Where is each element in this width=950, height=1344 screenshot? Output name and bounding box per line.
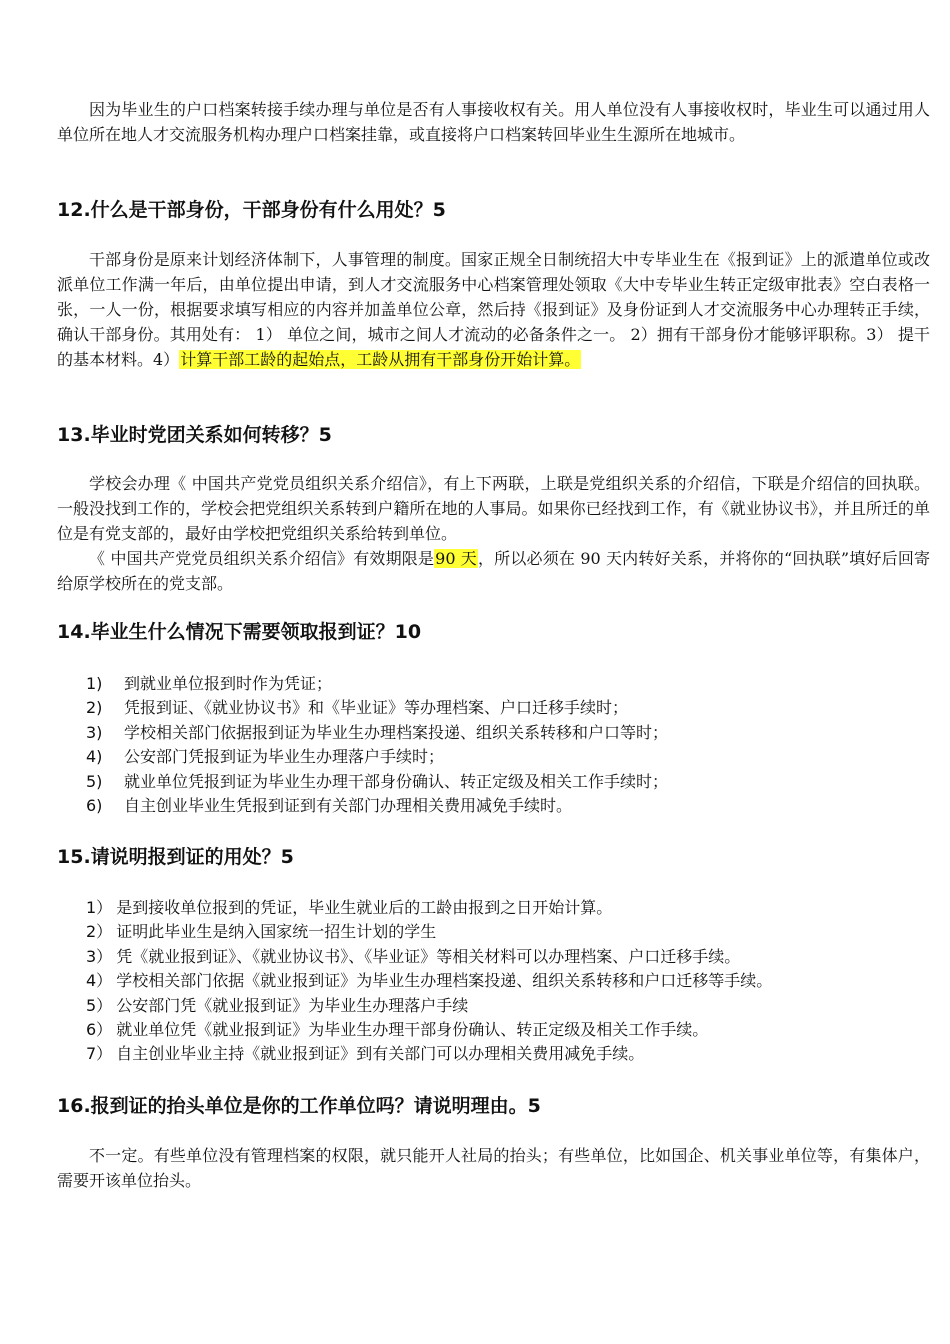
q12-highlight: 计算干部工龄的起始点，工龄从拥有干部身份开始计算。	[180, 350, 581, 369]
q15-heading: 15.请说明报到证的用处？5	[57, 846, 294, 868]
list-item: 5) 就业单位凭报到证为毕业生办理干部身份确认、转正定级及相关工作手续时；	[86, 771, 669, 791]
q13-p2-after: ，所以必须在 90 天内转好关系，并将你的“回执联”填好后回寄给原学校所在的党支部。	[57, 549, 931, 593]
q13-paragraph-1: 学校会办理《 中国共产党党员组织关系介绍信》，有上下两联，上联是党组织关系的介绍信，下联是介绍信的回执联。一般没找到工作的，学校会把党组织关系转到户籍所在地的人事局。如果你已经找到工作，有《就业协议书》，并且所迁的单位是有党支部的，最好由学校把党组织关系给转到单位。	[57, 474, 930, 543]
q13-p2-before: 《 中国共产党党员组织关系介绍信》有效期限是	[89, 549, 435, 568]
list-item: 7） 自主创业毕业主持《就业报到证》到有关部门可以办理相关费用减免手续。	[86, 1044, 645, 1064]
list-item: 3) 学校相关部门依据报到证为毕业生办理档案投递、组织关系转移和户口等时；	[86, 722, 669, 742]
intro-paragraph: 因为毕业生的户口档案转接手续办理与单位是否有人事接收权有关。用人单位没有人事接收权时，毕业生可以通过用人单位所在地人才交流服务机构办理户口档案挂靠，或直接将户口档案转回毕业生生源所在地城市。	[57, 100, 930, 144]
list-item: 6) 自主创业毕业生凭报到证到有关部门办理相关费用减免手续时。	[86, 796, 573, 816]
q16-paragraph: 不一定。有些单位没有管理档案的权限，就只能开人社局的抬头；有些单位，比如国企、机关事业单位等，有集体户，需要开该单位抬头。	[57, 1146, 930, 1190]
list-item: 4) 公安部门凭报到证为毕业生办理落户手续时；	[86, 747, 445, 767]
list-item: 4） 学校相关部门依据《就业报到证》为毕业生办理档案投递、组织关系转移和户口迁移等手续。	[86, 971, 773, 991]
list-item: 1) 到就业单位报到时作为凭证；	[86, 674, 333, 693]
q13-highlight: 90 天	[435, 549, 477, 568]
q12-paragraph	[57, 247, 930, 372]
q15-list	[86, 896, 926, 1067]
q14-heading: 14.毕业生什么情况下需要领取报到证？10	[57, 621, 422, 643]
list-item: 3） 凭《就业报到证》、《就业协议书》、《毕业证》等相关材料可以办理档案、户口迁移手续。	[86, 946, 741, 966]
list-item: 2） 证明此毕业生是纳入国家统一招生计划的学生	[86, 922, 437, 942]
q13-paragraph-2	[57, 546, 930, 596]
q12-heading: 12.什么是干部身份，干部身份有什么用处？5	[57, 199, 446, 221]
q14-list	[86, 672, 926, 818]
q13-heading: 13.毕业时党团关系如何转移？5	[57, 424, 332, 446]
q16-heading: 16.报到证的抬头单位是你的工作单位吗？请说明理由。5	[57, 1095, 541, 1117]
q12-text: 干部身份是原来计划经济体制下，人事管理的制度。国家正规全日制统招大中专毕业生在《报到证》上的派遣单位或改派单位工作满一年后，由单位提出申请，到人才交流服务中心档案管理处领取《大中专毕业生转正定级审批表》空白表格一张，一人一份，根据要求填写相应的内容并加盖单位公章，然后持《报到证》及身份证到人才交流服务中心办理转正手续，确认干部身份。其用处有： 1） 单位之间，城市之间人才流动的必备条件之一。 2）拥有干部身份才能够评职称。3） 提干的基本材料。4）	[57, 250, 930, 369]
list-item: 5） 公安部门凭《就业报到证》为毕业生办理落户手续	[86, 995, 469, 1015]
list-item: 1） 是到接收单位报到的凭证，毕业生就业后的工龄由报到之日开始计算。	[86, 898, 613, 917]
list-item: 6） 就业单位凭《就业报到证》为毕业生办理干部身份确认、转正定级及相关工作手续。	[86, 1020, 709, 1040]
list-item: 2) 凭报到证、《就业协议书》和《毕业证》等办理档案、户口迁移手续时；	[86, 698, 629, 718]
